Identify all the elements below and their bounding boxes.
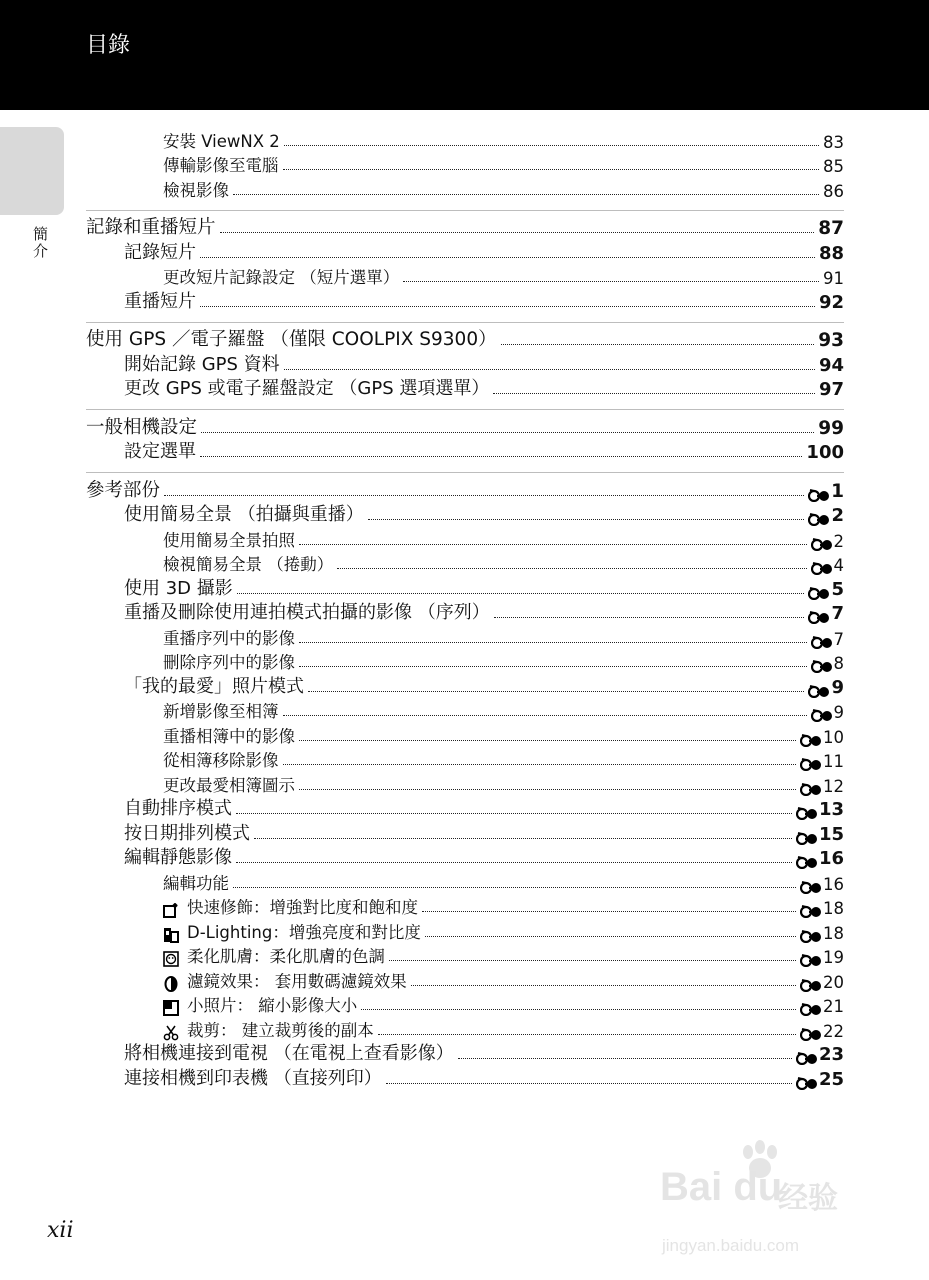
toc-entry-edit-functions[interactable]: 編輯功能 16	[163, 873, 844, 894]
toc-entry-skin-softening[interactable]: 柔化肌膚：柔化肌膚的色調 19	[86, 943, 844, 968]
toc-entry-d-lighting[interactable]: D-Lighting：增強亮度和對比度 18	[86, 918, 844, 943]
reference-section-icon	[811, 636, 833, 649]
d-lighting-icon	[163, 927, 179, 943]
reference-section-icon	[800, 930, 822, 943]
side-tab-intro[interactable]	[0, 127, 64, 215]
toc-entry-gps-settings[interactable]: 更改 GPS 或電子羅盤設定 （GPS 選項選單） 97	[124, 378, 844, 400]
side-tab-label: 簡介	[31, 226, 49, 260]
section-divider	[86, 472, 844, 473]
reference-section-icon	[811, 709, 833, 722]
reference-section-icon	[811, 562, 833, 575]
reference-section-icon	[796, 856, 818, 869]
toc-entry-panorama-view[interactable]: 檢視簡易全景 （捲動） 4	[163, 555, 844, 575]
filter-effects-icon	[163, 976, 179, 992]
reference-section-icon	[800, 905, 822, 918]
reference-section-icon	[808, 587, 830, 600]
reference-section-icon	[800, 979, 822, 992]
toc-entry-album-add[interactable]: 新增影像至相簿 9	[163, 702, 844, 722]
watermark-logo: Bai du	[660, 1165, 783, 1209]
watermark	[660, 1140, 870, 1270]
toc-entry-connect-tv[interactable]: 將相機連接到電視 （在電視上查看影像） 23	[124, 1043, 844, 1065]
reference-section-icon	[796, 807, 818, 820]
toc-entry-record-movie[interactable]: 記錄短片 88	[124, 241, 844, 264]
toc-entry-sequence-play[interactable]: 重播序列中的影像 7	[163, 628, 844, 649]
reference-section-icon	[808, 489, 830, 502]
reference-section-icon	[808, 685, 830, 698]
toc-entry-crop[interactable]: 裁剪： 建立裁剪後的副本 22	[86, 1016, 844, 1041]
small-picture-icon	[163, 1000, 179, 1016]
toc-entry-filter-effects[interactable]: 濾鏡效果： 套用數碼濾鏡效果 20	[86, 967, 844, 992]
header-bar	[0, 0, 929, 110]
toc-entry-sequence[interactable]: 重播及刪除使用連拍模式拍攝的影像 （序列） 7	[124, 602, 844, 624]
toc-entry-movies[interactable]: 記錄和重播短片 87	[86, 217, 844, 239]
watermark-url: jingyan.baidu.com	[662, 1236, 800, 1255]
toc-entry-album-play[interactable]: 重播相簿中的影像 10	[163, 726, 844, 747]
toc-entry-album-remove[interactable]: 從相簿移除影像 11	[163, 751, 844, 771]
reference-section-icon	[811, 538, 833, 551]
page-title: 目錄	[86, 33, 131, 58]
toc-entry-sequence-delete[interactable]: 刪除序列中的影像 8	[163, 653, 844, 673]
reference-section-icon	[800, 954, 822, 967]
section-divider	[86, 210, 844, 211]
reference-section-icon	[796, 1052, 818, 1065]
reference-section-icon	[800, 734, 822, 747]
toc-entry-gps[interactable]: 使用 GPS ／電子羅盤 （僅限 COOLPIX S9300） 93	[86, 329, 844, 351]
watermark-cn: 经验	[778, 1181, 838, 1216]
toc-entry-edit-images[interactable]: 編輯靜態影像 16	[124, 847, 844, 869]
reference-section-icon	[800, 758, 822, 771]
toc-entry-play-movie[interactable]: 重播短片 92	[124, 290, 844, 313]
toc-entry-auto-sort[interactable]: 自動排序模式 13	[124, 798, 844, 820]
toc-entry-transfer-images[interactable]: 傳輸影像至電腦 85	[163, 156, 844, 176]
toc-entry-setup-menu[interactable]: 設定選單 100	[124, 441, 844, 463]
reference-section-icon	[800, 1003, 822, 1016]
toc-entry-camera-settings[interactable]: 一般相機設定 99	[86, 416, 844, 439]
toc-entry-easy-panorama[interactable]: 使用簡易全景 （拍攝與重播） 2	[124, 504, 844, 526]
reference-section-icon	[811, 660, 833, 673]
toc-entry-connect-printer[interactable]: 連接相機到印表機 （直接列印） 25	[124, 1067, 844, 1090]
reference-section-icon	[808, 611, 830, 624]
toc-entry-gps-record[interactable]: 開始記錄 GPS 資料 94	[124, 353, 844, 376]
reference-section-icon	[796, 832, 818, 845]
reference-section-icon	[800, 881, 822, 894]
toc-entry-reference[interactable]: 參考部份 1	[86, 479, 844, 502]
toc-entry-3d[interactable]: 使用 3D 攝影 5	[124, 577, 844, 600]
reference-section-icon	[796, 1077, 818, 1090]
reference-section-icon	[800, 1028, 822, 1041]
toc-entry-install-viewnx[interactable]: 安裝 ViewNX 2 83	[163, 131, 844, 152]
toc-entry-movie-settings[interactable]: 更改短片記錄設定 （短片選單） 91	[163, 268, 844, 288]
toc-entry-quick-retouch[interactable]: 快速修飾：增強對比度和飽和度 18	[86, 894, 844, 919]
toc-entry-list-by-date[interactable]: 按日期排列模式 15	[124, 822, 844, 845]
quick-retouch-icon	[163, 902, 179, 918]
toc-entry-panorama-shoot[interactable]: 使用簡易全景拍照 2	[163, 530, 844, 551]
table-of-contents	[86, 127, 844, 1090]
section-divider	[86, 409, 844, 410]
page-number: xii	[47, 1218, 74, 1243]
reference-section-icon	[808, 513, 830, 526]
toc-entry-favorites[interactable]: 「我的最愛」照片模式 9	[124, 675, 844, 698]
toc-entry-album-icon[interactable]: 更改最愛相簿圖示 12	[163, 775, 844, 796]
reference-section-icon	[800, 783, 822, 796]
toc-entry-small-picture[interactable]: 小照片： 縮小影像大小 21	[86, 992, 844, 1017]
skin-softening-icon	[163, 951, 179, 967]
section-divider	[86, 322, 844, 323]
toc-entry-view-images[interactable]: 檢視影像 86	[163, 180, 844, 201]
